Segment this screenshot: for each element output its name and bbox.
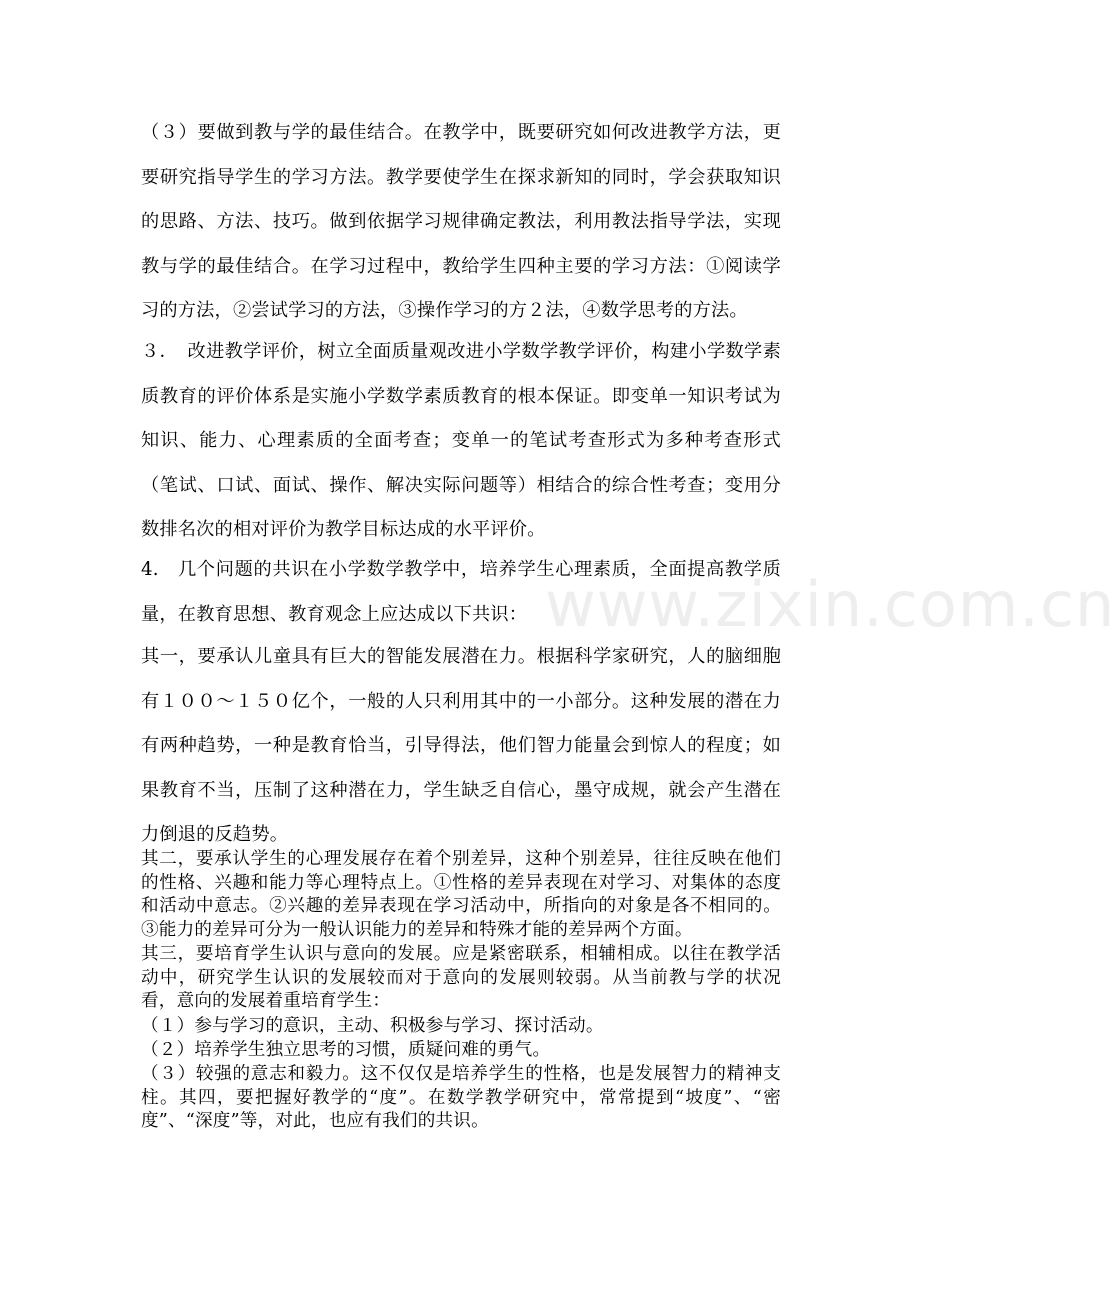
site-watermark: www.zixin.com.cn bbox=[545, 568, 1115, 641]
list-item-participation: （１）参与学习的意识，主动、积极参与学习、探讨活动。 bbox=[141, 1016, 604, 1036]
list-item-independent-thinking: （２）培养学生独立思考的习惯，质疑问难的勇气。 bbox=[141, 1040, 551, 1060]
paragraph-teaching-evaluation: ３． 改进教学评价，树立全面质量观改进小学数学教学评价，构建小学数学素质教育的评价体系是实施小学数学素质教育的根本保证。即变单一知识考试为知识、能力、心理素质的全面考查；变单一的笔试考查形式为多种考查形式（笔试、口试、面试、操作、解决实际问题等）相结合的综合性考查；变用分数排名次的相对评价为教学目标达成的水平评价。 bbox=[141, 341, 781, 540]
list-item-willpower: （３）较强的意志和毅力。这不仅仅是培养学生的性格，也是发展智力的精神支柱。其四，要把握好教学的“度”。在数学教学研究中，常常提到“坡度”、“密度”、“深度”等，对此，也应有我们的共识。 bbox=[141, 1064, 781, 1131]
paragraph-consensus-intro: 4. 几个问题的共识在小学数学教学中，培养学生心理素质，全面提高教学质量，在教育思想、教育观念上应达成以下共识： bbox=[141, 559, 781, 625]
paragraph-teaching-learning-combination: （３）要做到教与学的最佳结合。在教学中，既要研究如何改进教学方法，更要研究指导学生的学习方法。教学要使学生在探求新知的同时，学会获取知识的思路、方法、技巧。做到依据学习规律确定教法，利用教法指导学法，实现教与学的最佳结合。在学习过程中，教给学生四种主要的学习方法：①阅读学习的方法，②尝试学习的方法，③操作学习的方２法，④数学思考的方法。 bbox=[141, 122, 781, 321]
paragraph-consensus-three: 其三，要培育学生认识与意向的发展。应是紧密联系，相辅相成。以往在教学活动中，研究学生认识的发展较而对于意向的发展则较弱。从当前教与学的状况看，意向的发展着重培育学生： bbox=[141, 944, 781, 1011]
paragraph-consensus-two: 其二，要承认学生的心理发展存在着个别差异，这种个别差异，往往反映在他们的性格、兴趣和能力等心理特点上。①性格的差异表现在对学习、对集体的态度和活动中意志。②兴趣的差异表现在学习活动中，所指向的对象是各不相同的。③能力的差异可分为一般认识能力的差异和特殊才能的差异两个方面。 bbox=[141, 849, 781, 940]
paragraph-consensus-one: 其一，要承认儿童具有巨大的智能发展潜在力。根据科学家研究，人的脑细胞有１００～１５０亿个，一般的人只利用其中的一小部分。这种发展的潜在力有两种趋势，一种是教育恰当，引导得法，他们智力能量会到惊人的程度；如果教育不当，压制了这种潜在力，学生缺乏自信心，墨守成规，就会产生潜在力倒退的反趋势。 bbox=[141, 646, 781, 845]
